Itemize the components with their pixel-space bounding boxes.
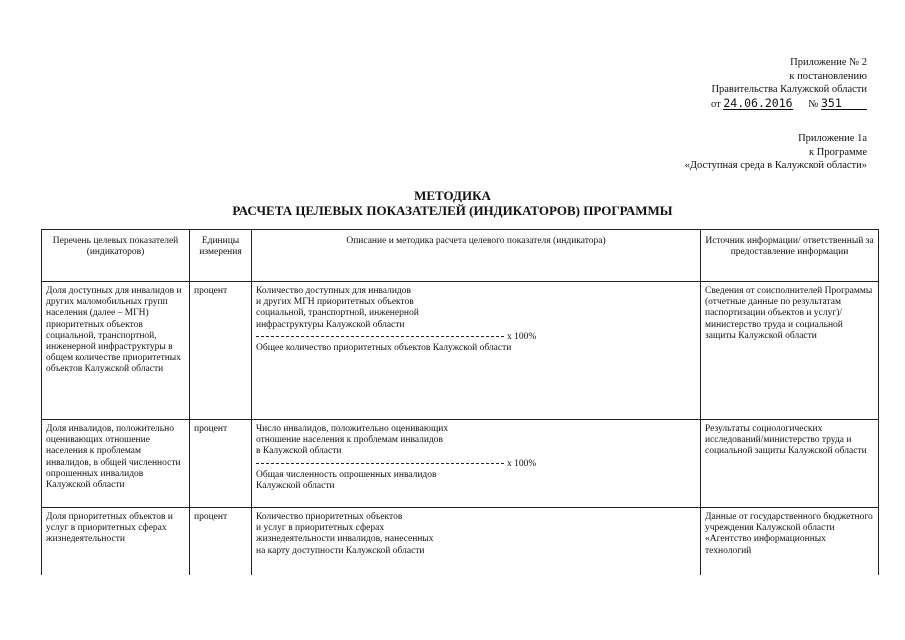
indicator-cell: Доля доступных для инвалидов и других маломобильных групп населения (далее – МГН) приоритетных объектов социальной, транспортной, инженерной инфраструктуры в общем количестве приоритетных объектов Калужской области	[42, 282, 190, 420]
multiplier: х 100%	[507, 458, 537, 469]
appendix-1a-line3: «Доступная среда в Калужской области»	[684, 160, 867, 171]
table-header-row	[42, 230, 879, 282]
fraction-line	[256, 459, 696, 470]
numerator-line: в Калужской области	[256, 446, 342, 457]
numerator-line: Количество доступных для инвалидов	[256, 286, 411, 296]
table-row	[42, 420, 879, 508]
header-source: Источник информации/ ответственный за предоставление информации	[701, 230, 879, 282]
appendix-2-title: Приложение № 2	[790, 57, 867, 68]
header-indicator: Перечень целевых показателей (индикаторов)	[42, 230, 190, 282]
source-cell: Результаты социологических исследований/министерство труда и социальной защиты Калужской области	[701, 420, 879, 508]
denominator-line: Калужской области	[256, 481, 335, 492]
unit-cell: процент	[190, 508, 252, 576]
method-cell	[252, 508, 701, 576]
numerator-line: социальной, транспортной, инженерной	[256, 308, 419, 319]
numerator-line: Количество приоритетных объектов	[256, 512, 403, 522]
numerator-line: отношение населения к проблемам инвалидов	[256, 435, 444, 446]
source-cell: Данные от государственного бюджетного учреждения Калужской области «Агентство информационных технологий	[701, 508, 879, 576]
appendix-1a-header	[685, 132, 867, 173]
method-cell	[252, 420, 701, 508]
denominator-line: Общая численность опрошенных инвалидов	[256, 469, 437, 480]
numerator-line: и услуг в приоритетных сферах	[256, 523, 385, 534]
numerator-line: на карту доступности Калужской области	[256, 545, 425, 556]
decree-date: 24.06.2016	[723, 95, 793, 110]
fraction-bar	[256, 336, 504, 337]
appendix-2-header	[711, 56, 867, 111]
table-row	[42, 282, 879, 420]
decree-number: 351	[821, 97, 867, 110]
numerator-line: и других МГН приоритетных объектов	[256, 297, 414, 308]
source-cell: Сведения от соисполнителей Программы (отчетные данные по результатам паспортизации объектов и услуг)/министерство труда и социальной защиты Калужской области	[701, 282, 879, 420]
multiplier: х 100%	[507, 331, 537, 342]
from-label: от	[711, 98, 721, 110]
header-method: Описание и методика расчета целевого показателя (индикатора)	[252, 230, 701, 282]
number-label: №	[808, 98, 819, 110]
appendix-1a-line2: к Программе	[809, 146, 867, 158]
appendix-2-line3: Правительства Калужской области	[711, 84, 867, 95]
appendix-1a-title: Приложение 1а	[798, 133, 867, 144]
unit-cell: процент	[190, 420, 252, 508]
fraction-line	[256, 332, 696, 343]
method-cell	[252, 282, 701, 420]
document-title: МЕТОДИКА	[414, 188, 491, 203]
appendix-2-date-line	[711, 97, 867, 112]
unit-cell: процент	[190, 282, 252, 420]
document-subtitle: РАСЧЕТА ЦЕЛЕВЫХ ПОКАЗАТЕЛЕЙ (ИНДИКАТОРОВ) ПРОГРАММЫ	[232, 203, 673, 218]
numerator-line: Число инвалидов, положительно оценивающих	[256, 424, 449, 434]
header-unit: Единицы измерения	[190, 230, 252, 282]
table-row	[42, 508, 879, 576]
denominator-line: Общее количество приоритетных объектов Калужской области	[256, 343, 512, 354]
indicator-cell: Доля инвалидов, положительно оценивающих отношение населения к проблемам инвалидов, в общей численности опрошенных инвалидов Калужской области	[42, 420, 190, 508]
indicators-table	[41, 229, 879, 575]
numerator-line: инфраструктуры Калужской области	[256, 319, 405, 330]
numerator-line: жизнедеятельности инвалидов, нанесенных	[256, 534, 434, 545]
appendix-2-line2: к постановлению	[789, 70, 867, 82]
indicator-cell: Доля приоритетных объектов и услуг в приоритетных сферах жизнедеятельности	[42, 508, 190, 576]
fraction-bar	[256, 463, 504, 464]
